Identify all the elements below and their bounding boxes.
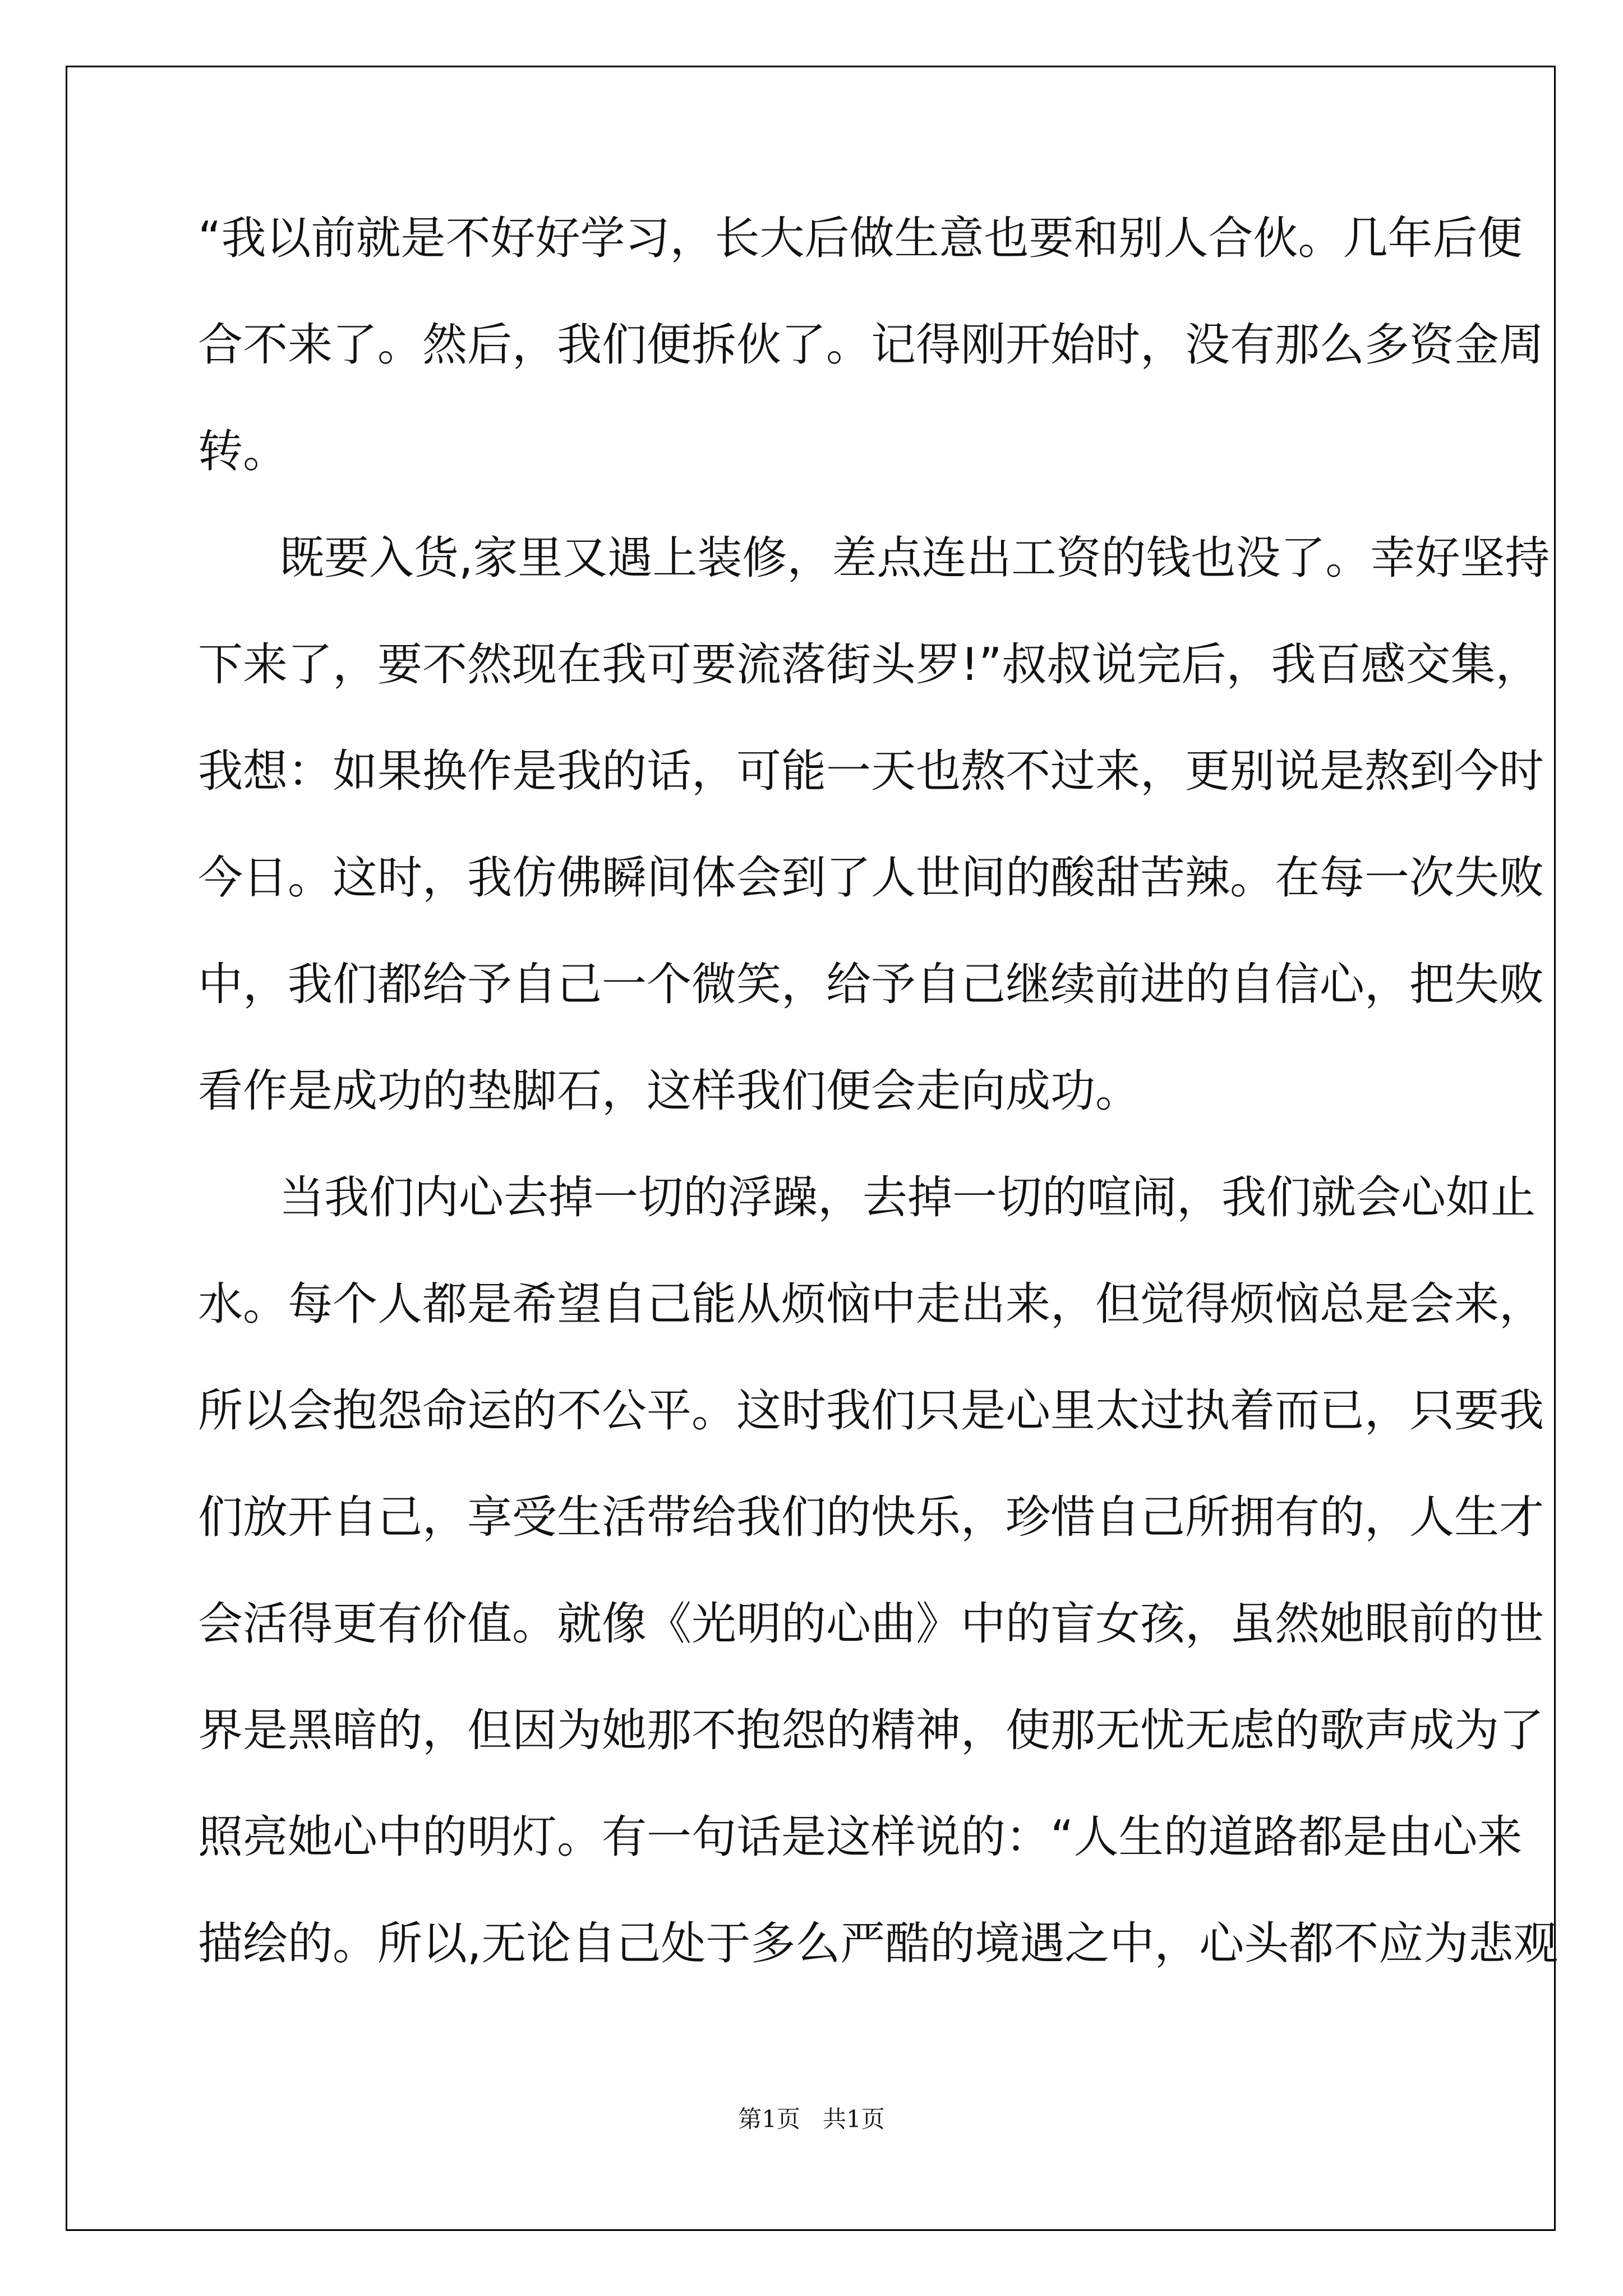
text-line-9: 看作是成功的垫脚石，这样我们便会走向成功。: [198, 1065, 1140, 1117]
page-number-label: 第1页 共1页: [738, 2105, 885, 2133]
text-line-16: 照亮她心中的明灯。有一句话是这样说的：“人生的道路都是由心来: [198, 1811, 1523, 1863]
text-line-6: 我想：如果换作是我的话，可能一天也熬不过来，更别说是熬到今时: [198, 745, 1544, 797]
text-line-15: 界是黑暗的，但因为她那不抱怨的精神，使那无忧无虑的歌声成为了: [198, 1704, 1544, 1756]
text-line-3: 转。: [198, 425, 288, 477]
page-footer: [0, 2105, 1623, 2133]
text-line-12: 所以会抱怨命运的不公平。这时我们只是心里太过执着而已，只要我: [198, 1384, 1544, 1437]
text-line-1: “我以前就是不好好学习，长大后做生意也要和别人合伙。几年后便: [198, 212, 1523, 264]
text-line-13: 们放开自己，享受生活带给我们的快乐，珍惜自己所拥有的，人生才: [198, 1491, 1544, 1543]
text-line-7: 今日。这时，我仿佛瞬间体会到了人世间的酸甜苦辣。在每一次失败: [198, 852, 1544, 904]
page-border: [66, 66, 1559, 2231]
text-line-5: 下来了，要不然现在我可要流落街头罗!”叔叔说完后，我百感交集，: [198, 638, 1541, 691]
text-line-4: 既要入货,家里又遇上装修，差点连出工资的钱也没了。幸好坚持: [279, 532, 1550, 584]
text-line-8: 中，我们都给予自己一个微笑，给予自己继续前进的自信心，把失败: [198, 958, 1544, 1010]
text-line-10: 当我们内心去掉一切的浮躁，去掉一切的喧闹，我们就会心如止: [279, 1171, 1536, 1223]
text-line-2: 合不来了。然后，我们便拆伙了。记得刚开始时，没有那么多资金周: [198, 319, 1544, 371]
text-line-17: 描绘的。所以,无论自己处于多么严酷的境遇之中，心头都不应为悲观: [198, 1917, 1559, 1970]
text-line-11: 水。每个人都是希望自己能从烦恼中走出来，但觉得烦恼总是会来，: [198, 1278, 1544, 1330]
text-line-14: 会活得更有价值。就像《光明的心曲》中的盲女孩，虽然她眼前的世: [198, 1598, 1544, 1650]
